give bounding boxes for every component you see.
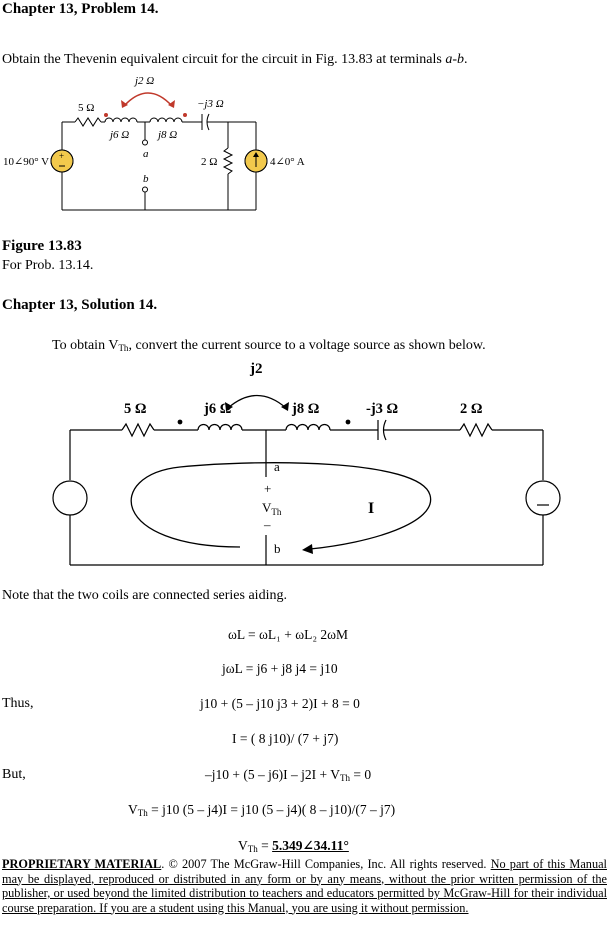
fig2-r5-label: 5 Ω	[124, 401, 147, 417]
thus-label: Thus,	[2, 696, 34, 711]
fig2-r2-label: 2 Ω	[460, 401, 483, 417]
fig1-cap-label: −j3 Ω	[197, 98, 224, 110]
fig1-term-b: b	[143, 173, 149, 185]
eq-vth-expr: $V_{Th} = j10$ (5 – j4)I = j10 (5 – j4)( 8 – j10)/(7 – j7)	[128, 802, 396, 818]
fig2-term-b: b	[274, 541, 281, 556]
fig1-l2-label: j8 Ω	[158, 129, 178, 141]
figure-13-83-circuit	[0, 72, 609, 212]
fig1-src-i-label: 4∠0° A	[270, 156, 305, 168]
fig2-l2-label: j8 Ω	[292, 401, 320, 417]
fig2-minus: –	[264, 517, 271, 532]
fig1-l1-label: j6 Ω	[110, 129, 130, 141]
problem-heading: Chapter 13, Problem 14.	[2, 1, 159, 17]
fig2-l1-label: j6 Ω	[204, 401, 232, 417]
fig1-r2-label: 2 Ω	[201, 156, 218, 168]
eq-current: I = ( 8 j10)/ (7 + j7)	[232, 731, 339, 746]
eq-kvl: j10 + (5 – j10 j3 + 2)I + 8 = 0	[200, 696, 360, 711]
figure-caption: For Prob. 13.14.	[2, 258, 94, 273]
svg-text:+: +	[59, 151, 65, 161]
fig2-cap-label: -j3 Ω	[366, 401, 399, 417]
eq-omega-l: ωL = ωL₁ + ωL₂ 2ωM	[228, 627, 349, 642]
eq-j-omega-l: jωL = j6 + j8 j4 = j10	[222, 661, 338, 676]
fig1-src-v-label: 10∠90° V	[3, 156, 50, 168]
fig1-term-a: a	[143, 148, 149, 160]
solution-intro: To obtain $V_{Th}$, convert the current source to a voltage source as shown below.	[52, 338, 486, 353]
fig2-term-a: a	[274, 459, 280, 474]
fig1-mutual-label: j2 Ω	[135, 75, 155, 87]
fig2-current: I	[368, 500, 375, 517]
fig2-plus: +	[264, 481, 272, 496]
eq-vth-result: $V_{Th}$ = 5.349∠34.11°	[238, 838, 349, 854]
proprietary-footer: PROPRIETARY MATERIAL. © 2007 The McGraw-Hill Companies, Inc. All rights reserved. No part of this Manual may be displayed, reproduced or distributed in any form or by any means, without the prior written permission of the publisher, or used beyond the limited distribution to teachers and educators permitted by McGraw-Hill for their individual course preparation. If you are a student using this Manual, you are using it without permission.	[2, 857, 607, 915]
figure-label: Figure 13.83	[2, 238, 82, 254]
but-label: But,	[2, 767, 26, 782]
problem-statement: Obtain the Thevenin equivalent circuit for the circuit in Fig. 13.83 at terminals a-b.	[2, 52, 468, 67]
fig2-vth: $V_{Th}$	[262, 500, 282, 517]
solution-heading: Chapter 13, Solution 14.	[2, 297, 158, 313]
fig2-mutual-label: j2	[250, 361, 263, 377]
eq-vth-kvl: $-j10 + (5 - j6)I - j2I + V_{Th} = 0$	[205, 767, 372, 783]
solution-circuit	[0, 355, 609, 575]
fig1-r5-label: 5 Ω	[78, 102, 95, 114]
series-aiding-note: Note that the two coils are connected series aiding.	[2, 588, 287, 603]
